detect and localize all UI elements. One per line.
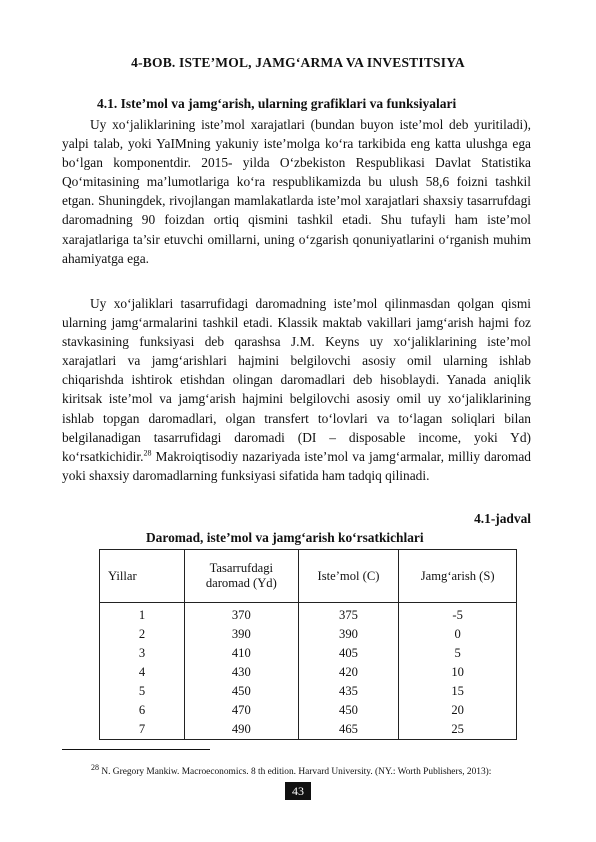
table-header-row [100, 550, 517, 603]
cell-year: 6 [100, 701, 185, 720]
cell-year: 2 [100, 625, 185, 644]
cell-income: 470 [185, 701, 299, 720]
paragraph-1 [62, 115, 531, 268]
cell-income: 390 [185, 625, 299, 644]
cell-income: 430 [185, 663, 299, 682]
cell-income: 410 [185, 644, 299, 663]
cell-consumption: 375 [298, 603, 399, 626]
cell-year: 4 [100, 663, 185, 682]
cell-income: 490 [185, 720, 299, 740]
section-title: 4.1. Iste’mol va jamg‘arish, ularning grafiklari va funksiyalari [97, 96, 457, 111]
cell-year: 5 [100, 682, 185, 701]
table-body [100, 603, 517, 740]
header-years: Yillar [100, 550, 185, 603]
cell-saving: 20 [399, 701, 517, 720]
header-income [185, 550, 299, 603]
cell-saving: 10 [399, 663, 517, 682]
table-row [100, 663, 517, 682]
cell-saving: 5 [399, 644, 517, 663]
cell-consumption: 405 [298, 644, 399, 663]
table-number: 4.1-jadval [474, 511, 531, 526]
table-row [100, 603, 517, 626]
table-row [100, 720, 517, 740]
footnote-divider [62, 749, 210, 750]
table-row [100, 701, 517, 720]
cell-saving: -5 [399, 603, 517, 626]
cell-saving: 25 [399, 720, 517, 740]
cell-year: 7 [100, 720, 185, 740]
table-title: Daromad, iste’mol va jamg‘arish ko‘rsatkichlari [146, 530, 424, 545]
cell-saving: 0 [399, 625, 517, 644]
header-income-line1: Tasarrufdagi [209, 561, 274, 575]
cell-year: 3 [100, 644, 185, 663]
cell-consumption: 450 [298, 701, 399, 720]
chapter-title: 4-BOB. ISTE’MOL, JAMG‘ARMA VA INVESTITSIYA [131, 55, 465, 70]
footnote [91, 762, 492, 777]
cell-saving: 15 [399, 682, 517, 701]
table-row [100, 644, 517, 663]
footnote-text: N. Gregory Mankiw. Macroeconomics. 8 th edition. Harvard University. (NY.: Worth Publishers, 2013): [99, 767, 492, 777]
table-row [100, 682, 517, 701]
header-saving: Jamg‘arish (S) [399, 550, 517, 603]
header-income-line2: daromad (Yd) [205, 576, 277, 590]
cell-consumption: 420 [298, 663, 399, 682]
table-row [100, 625, 517, 644]
header-consumption: Iste’mol (C) [298, 550, 399, 603]
paragraph-2-text-b: Makroiqtisodiy nazariyada iste’mol va jamg‘armalar, milliy daromad yoki shaxsiy daromadlarning funksiyasi sifatida ham tadqiq qilinadi. [62, 448, 531, 483]
cell-consumption: 465 [298, 720, 399, 740]
cell-year: 1 [100, 603, 185, 626]
footnote-reference[interactable]: 28 [143, 448, 152, 458]
page-number: 43 [285, 782, 311, 800]
cell-consumption: 435 [298, 682, 399, 701]
cell-income: 370 [185, 603, 299, 626]
paragraph-2 [62, 294, 531, 485]
footnote-mark: 28 [91, 762, 99, 772]
paragraph-1-text: Uy xo‘jaliklarining iste’mol xarajatlari (bundan buyon iste’mol deb yuritiladi), yalpi talab, yoki YaIMning yakuniy iste’molga ko‘ra tarkibida eng katta ulushga ega bo‘lgan komponentdir. 2015- yilda O‘zbekiston Respublikasi Davlat Statistika Qo‘mitasining ma’lumotlariga ko‘ra respublikamizda bu ulush 58,6 foizni tashkil etgan. Shuningdek, rivojlangan mamlakatlarda iste’mol xarajatlari shaxsiy tasarrufdagi daromadning 90 foizdan ortiq qismini tashkil etadi. Shu tufayli ham iste’mol xarajatlariga ta’sir etuvchi omillarni, uning o‘zgarish qonuniyatlarini o‘rganish muhim ahamiyatga ega. [62, 117, 531, 266]
cell-income: 450 [185, 682, 299, 701]
data-table [99, 549, 517, 740]
paragraph-2-text-a: Uy xo‘jaliklari tasarrufidagi daromadning iste’mol qilinmasdan qolgan qismi ularning jamg‘armalarini tashkil etadi. Klassik maktab vakillari jamg‘arish hajmi foz stavkasining funksiyasi deb qarashsa J.M. Keyns uy xo‘jaliklarining iste’mol xarajatlari va jamg‘arishlari hajmini belgilovchi asosiy omil ularning ishlab chiqarishda ishtirok etishdan olingan daromadlari deb hisoblaydi. Yanada aniqlik kiritsak iste’mol va jamg‘arish hajmini belgilovchi asosiy omil uy xo‘jaliklarining ishlab topgan daromadlari, olgan transfert to‘lovlari va to‘lagan soliqlari bilan belgilanadigan tasarrufidagi daromadi (DI – disposable income, yoki Yd) ko‘rsatkichidir. [62, 296, 531, 464]
cell-consumption: 390 [298, 625, 399, 644]
